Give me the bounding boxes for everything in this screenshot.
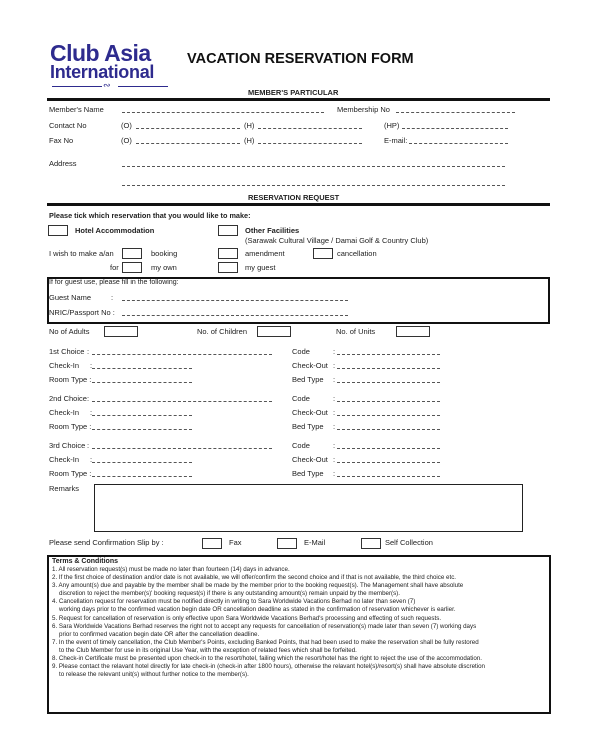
label: Code <box>292 394 310 403</box>
label: : <box>333 422 336 431</box>
label: : <box>90 361 93 370</box>
label: Bed Type <box>292 469 324 478</box>
address-line-1[interactable] <box>122 166 505 167</box>
term-line: to the Club Member for use in its original Use Year, with the exception of related fees which shall be forfeited. <box>59 646 357 654</box>
term-line: working days prior to the confirmed vacation begin date OR cancellation deadline as stated in the confirmation of reservation whichever is earlier. <box>59 606 456 614</box>
term-line: 8. Check-in Certificate must be presented upon check-in to the resort/hotel, failing which the resort/hotel has the right to reject the use of the accommodation. <box>52 655 482 663</box>
check-out-field[interactable] <box>337 368 440 369</box>
guest-name-field[interactable] <box>122 300 348 301</box>
label: (H) <box>244 121 255 130</box>
booking-checkbox[interactable] <box>122 248 142 259</box>
label: 3rd Choice <box>49 441 86 450</box>
term-line: discretion to reject the member(s)' booking request(s) if there is any outstanding amount(s) remain unpaid by the member(s). <box>59 590 400 598</box>
my-own-checkbox[interactable] <box>122 262 142 273</box>
label: Check-In <box>49 361 80 370</box>
label: Room Type : <box>49 422 92 431</box>
label: NRIC/Passport No : <box>49 308 115 317</box>
label: Member's Name <box>49 105 104 114</box>
bed-type-field[interactable] <box>337 429 440 430</box>
label: : <box>333 441 336 450</box>
checkout-code-field[interactable] <box>337 401 440 402</box>
label: Check-Out <box>292 361 328 370</box>
label: Address <box>49 159 77 168</box>
form-title: VACATION RESERVATION FORM <box>187 51 414 67</box>
label: (H) <box>244 136 255 145</box>
label: cancellation <box>337 249 377 258</box>
term-line: 6. Sara Worldwide Vacations Berhad reserves the right not to accept any requests for cancellation of reservation(s) made later than seven (7) working days <box>52 622 477 630</box>
amendment-checkbox[interactable] <box>218 248 238 259</box>
logo-international: International <box>50 62 155 82</box>
section-heading: MEMBER'S PARTICULAR <box>248 88 339 97</box>
check-in-field[interactable] <box>92 415 192 416</box>
label: Room Type : <box>49 375 92 384</box>
confirm-email-checkbox[interactable] <box>277 538 297 549</box>
divider <box>47 98 550 101</box>
member-name-field[interactable] <box>122 112 324 113</box>
label: Guest Name <box>49 293 92 302</box>
term-line: prior to confirmed vacation begin date OR after the cancellation deadline. <box>59 630 260 638</box>
choice-destination-field[interactable] <box>92 448 272 449</box>
check-out-field[interactable] <box>337 415 440 416</box>
label: If for guest use, please fill in the following: <box>49 279 179 286</box>
label: No. of Children <box>197 327 248 336</box>
nric-passport-field[interactable] <box>122 315 348 316</box>
term-line: 4. Cancellation request for reservation must be notified directly in writing to Sara Worldwide Vacations Berhad no later than seven (7) <box>52 598 416 606</box>
check-out-field[interactable] <box>337 462 440 463</box>
label: Check-In <box>49 455 80 464</box>
label: Fax <box>229 538 242 547</box>
label: : <box>111 293 114 302</box>
label: 2nd Choice <box>49 394 87 403</box>
label: : <box>90 408 93 417</box>
term-line: 1. All reservation request(s) must be made no later than fourteen (14) days in advance. <box>52 566 290 573</box>
logo-underline <box>52 86 102 87</box>
swirl-icon: ∾ <box>103 80 111 90</box>
contact-home-field[interactable] <box>258 128 362 129</box>
room-type-field[interactable] <box>92 476 192 477</box>
membership-no-field[interactable] <box>396 112 515 113</box>
label: : <box>333 361 336 370</box>
adults-count-box[interactable] <box>104 326 138 337</box>
label: Remarks <box>49 484 80 493</box>
bed-type-field[interactable] <box>337 382 440 383</box>
email-field[interactable] <box>409 143 508 144</box>
label: : <box>87 394 90 403</box>
label: Please tick which reservation that you would like to make: <box>49 211 251 220</box>
label: my own <box>151 263 177 272</box>
label: Check-Out <box>292 408 328 417</box>
term-line: 9. Please contact the relavant hotel directly for late check-in (check-in after 1800 hours), otherwise the relavant hotel(s)/resort(s) shall have absolute discretion <box>52 663 485 671</box>
cancellation-checkbox[interactable] <box>313 248 333 259</box>
my-guest-checkbox[interactable] <box>218 262 238 273</box>
label: (Sarawak Cultural Village / Damai Golf & Country Club) <box>245 236 429 245</box>
label: Bed Type <box>292 375 324 384</box>
label: : <box>333 469 336 478</box>
check-in-field[interactable] <box>92 368 192 369</box>
label: : <box>90 455 93 464</box>
label: : <box>333 394 336 403</box>
label: Please send Confirmation Slip by : <box>49 538 164 547</box>
label: for <box>110 263 119 272</box>
label: Code <box>292 347 310 356</box>
label: Bed Type <box>292 422 324 431</box>
label: my guest <box>245 263 276 272</box>
label: No. of Units <box>336 327 376 336</box>
room-type-field[interactable] <box>92 382 192 383</box>
term-line: 2. If the first choice of destination and/or date is not available, we will offer/confirm the second choice and if that is not available, the third choice etc. <box>52 574 457 582</box>
label: I wish to make a/an <box>49 249 114 258</box>
label: Self Collection <box>385 538 433 547</box>
term-line: 7. In the event of timely cancellation, the Club Member's Points, excluding Banked Points, that had been used to make the reservation shall be fully restored <box>52 638 479 646</box>
label: : <box>87 441 90 450</box>
label: (O) <box>121 121 132 130</box>
label: booking <box>151 249 178 258</box>
term-line: 3. Any amount(s) due and payable by the member shall be made by the member prior to the booking request(s). The Management shall have absolute <box>52 582 464 590</box>
remarks-textarea[interactable] <box>94 484 523 532</box>
label: : <box>333 455 336 464</box>
label: (HP) <box>384 121 400 130</box>
checkout-code-field[interactable] <box>337 354 440 355</box>
label: Contact No <box>49 121 87 130</box>
label: Other Facilities <box>245 226 300 235</box>
label: Hotel Accommodation <box>75 226 155 235</box>
terms-title: Terms & Conditions <box>52 558 118 565</box>
bed-type-field[interactable] <box>337 476 440 477</box>
label: Room Type : <box>49 469 92 478</box>
hotel-accommodation-checkbox[interactable] <box>48 225 68 236</box>
confirm-fax-checkbox[interactable] <box>202 538 222 549</box>
label: : <box>333 408 336 417</box>
logo-underline <box>118 86 168 87</box>
terms-and-conditions <box>47 555 551 714</box>
fax-office-field[interactable] <box>136 143 240 144</box>
label: : <box>333 347 336 356</box>
term-line: 5. Request for cancellation of reservation is only effective upon Sara Worldwide Vacations Berhad's processing and effecting of such requests. <box>52 614 442 622</box>
label: No of Adults <box>49 327 90 336</box>
section-heading: RESERVATION REQUEST <box>248 193 340 202</box>
check-in-field[interactable] <box>92 462 192 463</box>
label: E-mail: <box>384 136 408 145</box>
contact-office-field[interactable] <box>136 128 240 129</box>
other-facilities-checkbox[interactable] <box>218 225 238 236</box>
address-line-2[interactable] <box>122 185 505 186</box>
logo-club-asia: Club Asia <box>50 40 151 66</box>
choice-destination-field[interactable] <box>92 401 272 402</box>
units-count-box[interactable] <box>396 326 430 337</box>
label: amendment <box>245 249 285 258</box>
term-line: to release the relevant unit(s) without further notice to the member(s). <box>59 671 249 679</box>
label: Fax No <box>49 136 74 145</box>
fax-home-field[interactable] <box>258 143 362 144</box>
label: Check-In <box>49 408 80 417</box>
confirm-self-collection-checkbox[interactable] <box>361 538 381 549</box>
label: : <box>333 375 336 384</box>
room-type-field[interactable] <box>92 429 192 430</box>
choice-destination-field[interactable] <box>92 354 272 355</box>
label: Check-Out <box>292 455 328 464</box>
checkout-code-field[interactable] <box>337 448 440 449</box>
contact-mobile-field[interactable] <box>402 128 508 129</box>
label: : <box>87 347 90 356</box>
label: E-Mail <box>304 538 326 547</box>
label: 1st Choice <box>49 347 85 356</box>
label: Code <box>292 441 310 450</box>
children-count-box[interactable] <box>257 326 291 337</box>
label: Membership No <box>337 105 390 114</box>
divider <box>47 203 550 206</box>
label: (O) <box>121 136 132 145</box>
